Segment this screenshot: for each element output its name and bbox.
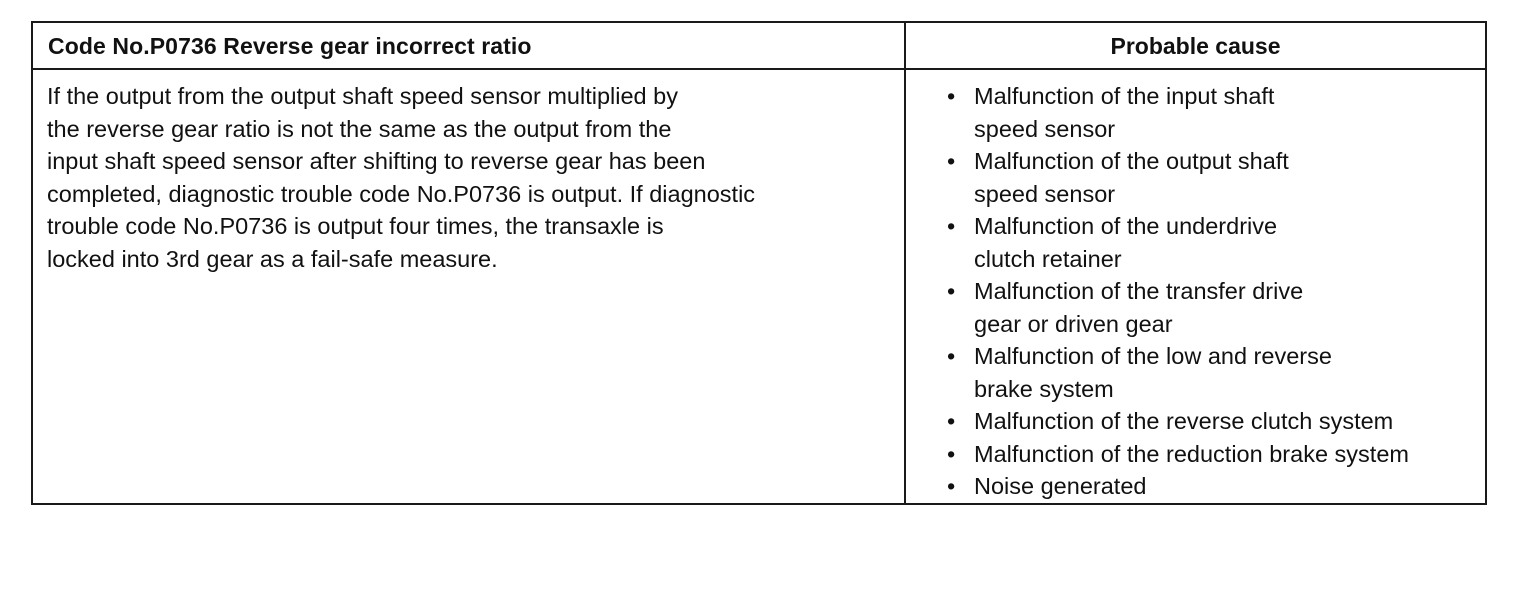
code-header: Code No.P0736 Reverse gear incorrect ratio <box>48 33 532 59</box>
cause-item <box>941 145 1481 210</box>
bullet-icon: • <box>947 213 956 239</box>
cause-text: Malfunction of the output shaft <box>974 148 1289 174</box>
cause-item <box>941 210 1481 275</box>
table-header-row <box>33 23 1485 70</box>
bullet-icon: • <box>947 408 956 434</box>
bullet-icon: • <box>947 148 956 174</box>
bullet-icon: • <box>947 473 956 499</box>
description-line: completed, diagnostic trouble code No.P0736 is output. If diagnostic <box>47 180 756 207</box>
cause-text: Malfunction of the reduction brake system <box>974 440 1409 467</box>
cause-text: Malfunction of the reverse clutch system <box>974 408 1394 434</box>
diagnostic-table <box>31 21 1487 505</box>
cause-item <box>941 405 1481 438</box>
cause-text: Noise generated <box>974 473 1147 499</box>
cause-item <box>941 438 1481 471</box>
cause-item <box>941 470 1481 503</box>
description-line: input shaft speed sensor after shifting to reverse gear has been <box>47 148 706 174</box>
description-line: locked into 3rd gear as a fail-safe measure. <box>47 245 498 272</box>
cause-text: Malfunction of the transfer drive <box>974 278 1304 304</box>
cause-text: gear or driven gear <box>974 310 1173 337</box>
cause-text: Malfunction of the underdrive <box>974 213 1278 239</box>
description-line: trouble code No.P0736 is output four times, the transaxle is <box>47 213 664 239</box>
cause-item <box>941 340 1481 405</box>
cause-text: brake system <box>974 375 1114 402</box>
probable-cause-header: Probable cause <box>1110 33 1281 59</box>
description-line: the reverse gear ratio is not the same as the output from the <box>47 115 672 142</box>
column-divider <box>904 23 906 503</box>
bullet-icon: • <box>947 440 956 467</box>
cause-text: speed sensor <box>974 115 1116 142</box>
description-line: If the output from the output shaft speed sensor multiplied by <box>47 83 678 109</box>
cause-text: Malfunction of the input shaft <box>974 83 1275 109</box>
bullet-icon: • <box>947 83 956 109</box>
cause-item <box>941 275 1481 340</box>
bullet-icon: • <box>947 343 956 369</box>
cause-item <box>941 80 1481 145</box>
bullet-icon: • <box>947 278 956 304</box>
cause-text: speed sensor <box>974 180 1116 207</box>
cause-text: Malfunction of the low and reverse <box>974 343 1332 369</box>
probable-cause-list <box>941 80 1481 503</box>
description-cell <box>47 80 897 275</box>
cause-text: clutch retainer <box>974 245 1122 272</box>
